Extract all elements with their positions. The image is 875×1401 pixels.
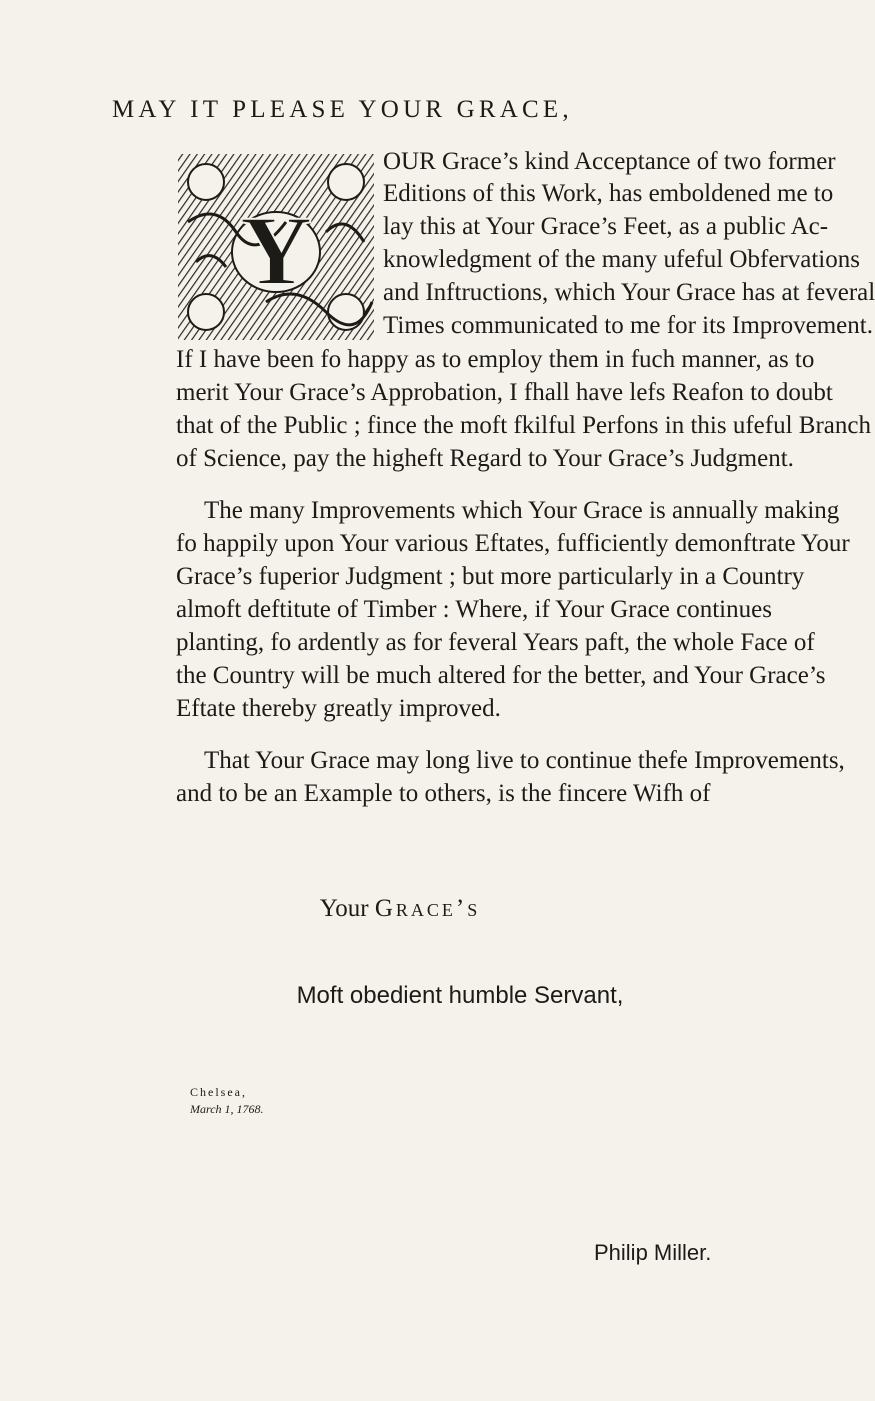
signature: Philip Miller. [594,1240,712,1265]
paragraph-2-line-2: fo happily upon Your various Eftates, fufficiently demonftrate Your [176,530,850,557]
paragraph-2-line-1: The many Improvements which Your Grace is annually making [204,497,840,524]
paragraph-2-line-5: planting, fo ardently as for feveral Years paft, the whole Face of [176,629,815,656]
paragraph-1-line-6: Times communicated to me for its Improvement. [383,312,873,339]
paragraph-3-line-1: That Your Grace may long live to continue thefe Improvements, [204,747,845,774]
closing-your: Your [319,895,375,922]
paragraph-1-line-10: of Science, pay the higheft Regard to Your Grace’s Judgment. [176,445,794,472]
paragraph-1-line-5: and Inftructions, which Your Grace has at feveral [383,279,875,306]
paragraph-2-line-6: the Country will be much altered for the better, and Your Grace’s [176,662,826,689]
paragraph-1-line-2: Editions of this Work, has emboldened me to [383,180,834,207]
paragraph-1-line-3: lay this at Your Grace’s Feet, as a public Ac- [383,213,829,240]
paragraph-1-line-9: that of the Public ; fince the moft fkilful Perfons in this ufeful Branch [176,412,871,439]
place-line: Chelsea, [190,1085,247,1099]
ornamental-initial-art [176,152,376,342]
paragraph-1-line-7: If I have been fo happy as to employ them in fuch manner, as to [176,346,815,373]
paragraph-1-line-8: merit Your Grace’s Approbation, I fhall have lefs Reafon to doubt [176,379,833,406]
closing-servant: Moft obedient humble Servant, [296,982,624,1009]
paragraph-2-line-7: Eftate thereby greatly improved. [176,695,501,722]
date-line: March 1, 1768. [190,1102,264,1116]
closing-grace-word: Grace’s [374,895,481,922]
drop-cap-letter: Y [239,195,313,306]
paragraph-1-line-1: OUR Grace’s kind Acceptance of two former [383,148,836,175]
paragraph-1-line-4: knowledgment of the many ufeful Obfervations [383,246,860,273]
ornamental-initial [176,152,376,342]
salutation-heading: MAY IT PLEASE YOUR GRACE, [112,96,573,123]
paragraph-2-line-3: Grace’s fuperior Judgment ; but more particularly in a Country [176,563,805,590]
paragraph-2-line-4: almoft deftitute of Timber : Where, if Your Grace continues [176,596,772,623]
closing-your-grace [0,895,800,923]
paragraph-3-line-2: and to be an Example to others, is the fincere Wifh of [176,780,711,807]
